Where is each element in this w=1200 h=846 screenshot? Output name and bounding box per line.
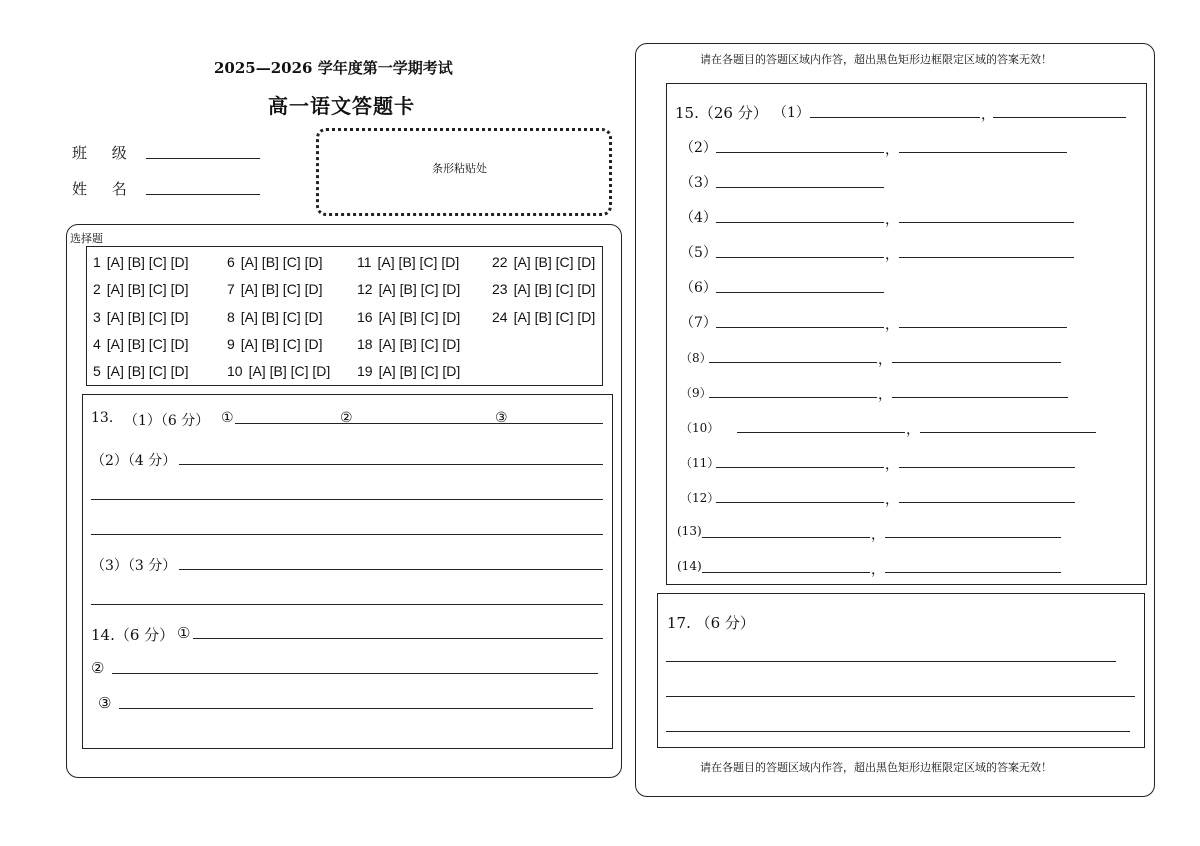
q15-answer-line-10a[interactable] <box>737 432 905 433</box>
q14-answer-line-2[interactable] <box>112 673 598 674</box>
q14-label: 14.（6 分） <box>91 626 175 644</box>
q15-answer-line-7b[interactable] <box>899 327 1067 328</box>
q15-answer-line-2b[interactable] <box>899 152 1067 153</box>
choice-options[interactable]: [A] [B] [C] [D] <box>513 254 596 270</box>
q13-circle-3: ③ <box>495 410 508 426</box>
q13-answer-line-2[interactable] <box>179 464 603 465</box>
q14-circle-2: ② <box>91 659 105 677</box>
q17-label: 17. （6 分） <box>667 614 755 632</box>
choice-number: 3 <box>93 309 101 325</box>
barcode-area <box>316 128 612 216</box>
choice-number: 10 <box>227 363 243 379</box>
q15-answer-line-2a[interactable] <box>716 152 884 153</box>
choice-item-22[interactable] <box>492 254 595 270</box>
q15-answer-line-13b[interactable] <box>885 537 1061 538</box>
choice-item-6[interactable] <box>227 254 322 270</box>
choice-options[interactable]: [A] [B] [C] [D] <box>513 309 596 325</box>
q13-answer-line-6[interactable] <box>91 604 603 605</box>
q15-answer-line-6a[interactable] <box>716 292 884 293</box>
q15-answer-line-13a[interactable] <box>702 537 870 538</box>
barcode-label: 条形粘贴处 <box>432 162 487 175</box>
choice-options[interactable]: [A] [B] [C] [D] <box>106 281 189 297</box>
choice-options[interactable]: [A] [B] [C] [D] <box>513 281 596 297</box>
q14-answer-line-1[interactable] <box>193 638 603 639</box>
choice-number: 7 <box>227 281 235 297</box>
q13-circle-1: ① <box>221 410 234 426</box>
q13-circle-2: ② <box>340 410 353 426</box>
q13-number: 13. <box>91 410 114 426</box>
q15-answer-line-11a[interactable] <box>716 467 884 468</box>
q15-part-label-7: （7） <box>680 315 717 331</box>
choice-number: 5 <box>93 363 101 379</box>
choice-options[interactable]: [A] [B] [C] [D] <box>106 254 189 270</box>
choice-number: 18 <box>357 336 373 352</box>
choice-options[interactable]: [A] [B] [C] [D] <box>106 309 189 325</box>
choice-item-16[interactable] <box>357 309 460 325</box>
choice-number: 2 <box>93 281 101 297</box>
choice-number: 19 <box>357 363 373 379</box>
q15-part-label-14: (14) <box>677 559 702 573</box>
q15-answer-line-1b[interactable] <box>993 117 1126 118</box>
q13-answer-line-1[interactable] <box>235 423 603 424</box>
choice-item-10[interactable] <box>227 363 330 379</box>
choice-options[interactable]: [A] [B] [C] [D] <box>240 281 323 297</box>
choice-options[interactable]: [A] [B] [C] [D] <box>378 363 461 379</box>
choice-item-19[interactable] <box>357 363 460 379</box>
class-field[interactable] <box>146 158 260 159</box>
card-title: 高一语文答题卡 <box>268 94 415 118</box>
class-label: 班 级 <box>72 144 127 162</box>
choice-options[interactable]: [A] [B] [C] [D] <box>378 281 461 297</box>
q15-part-label-11: （11） <box>680 456 720 470</box>
q13-part2-label: （2）（4 分） <box>91 453 177 469</box>
choice-number: 8 <box>227 309 235 325</box>
q15-part-label-1: （1） <box>773 105 810 121</box>
choice-item-23[interactable] <box>492 281 595 297</box>
q13-part1-label: （1）（6 分） <box>124 413 210 429</box>
q15-comma-10: ， <box>906 422 920 438</box>
choice-item-11[interactable] <box>357 254 459 270</box>
q15-answer-line-9b[interactable] <box>892 397 1068 398</box>
choice-item-8[interactable] <box>227 309 322 325</box>
choice-item-3[interactable] <box>93 309 188 325</box>
name-field[interactable] <box>146 194 260 195</box>
choice-options[interactable]: [A] [B] [C] [D] <box>106 336 189 352</box>
warning-bottom: 请在各题目的答题区域内作答，超出黑色矩形边框限定区域的答案无效！ <box>700 761 1052 774</box>
choice-options[interactable]: [A] [B] [C] [D] <box>248 363 331 379</box>
q15-answer-line-7a[interactable] <box>716 327 884 328</box>
choice-item-24[interactable] <box>492 309 595 325</box>
choice-options[interactable]: [A] [B] [C] [D] <box>106 363 189 379</box>
q15-comma-7: ， <box>885 317 899 333</box>
q15-part-label-10: （10） <box>680 421 720 435</box>
q15-answer-line-14a[interactable] <box>702 572 870 573</box>
choice-options[interactable]: [A] [B] [C] [D] <box>378 309 461 325</box>
choice-number: 16 <box>357 309 373 325</box>
q17-answer-line-3[interactable] <box>666 731 1130 732</box>
q15-part-label-5: （5） <box>680 245 717 261</box>
q15-label: 15.（26 分） <box>675 104 768 122</box>
choice-item-7[interactable] <box>227 281 322 297</box>
q15-comma-13: ， <box>871 527 885 543</box>
choice-options[interactable]: [A] [B] [C] [D] <box>240 254 323 270</box>
q15-comma-12: ， <box>885 492 899 508</box>
choice-number: 22 <box>492 254 508 270</box>
q14-answer-line-3[interactable] <box>119 708 593 709</box>
q15-answer-line-1a[interactable] <box>810 117 980 118</box>
choice-options[interactable]: [A] [B] [C] [D] <box>240 336 323 352</box>
choice-item-4[interactable] <box>93 336 188 352</box>
choice-number: 11 <box>357 254 372 270</box>
q15-comma-5: ， <box>885 247 899 263</box>
q15-comma-4: ， <box>885 212 899 228</box>
q15-comma-2: ， <box>885 142 899 158</box>
q15-comma-8: ， <box>878 352 892 368</box>
q15-comma-9: ， <box>878 387 892 403</box>
choice-item-18[interactable] <box>357 336 460 352</box>
q15-answer-line-5a[interactable] <box>716 257 884 258</box>
choice-number: 6 <box>227 254 235 270</box>
q13-answer-line-5[interactable] <box>179 569 603 570</box>
q15-part-label-2: （2） <box>680 140 717 156</box>
q15-answer-line-14b[interactable] <box>885 572 1061 573</box>
q15-comma-14: ， <box>871 562 885 578</box>
q14-circle-3: ③ <box>98 694 112 712</box>
q15-part-label-4: （4） <box>680 210 717 226</box>
q14-circle-1: ① <box>177 624 191 642</box>
q15-answer-line-3a[interactable] <box>716 187 884 188</box>
q15-answer-line-11b[interactable] <box>899 467 1075 468</box>
q13-answer-line-4[interactable] <box>91 534 603 535</box>
choice-number: 4 <box>93 336 101 352</box>
q15-part-label-13: (13) <box>677 524 702 538</box>
choice-section-label: 选择题 <box>70 232 103 245</box>
q15-answer-line-8a[interactable] <box>709 362 877 363</box>
q15-answer-line-4b[interactable] <box>899 222 1074 223</box>
q17-answer-line-1[interactable] <box>666 661 1116 662</box>
choice-item-9[interactable] <box>227 336 322 352</box>
choice-number: 23 <box>492 281 508 297</box>
q15-part-label-6: （6） <box>680 280 717 296</box>
q17-answer-line-2[interactable] <box>666 696 1135 697</box>
q15-answer-line-10b[interactable] <box>920 432 1096 433</box>
q15-comma-11: ， <box>885 457 899 473</box>
choice-item-2[interactable] <box>93 281 188 297</box>
choice-options[interactable]: [A] [B] [C] [D] <box>378 336 461 352</box>
choice-number: 24 <box>492 309 508 325</box>
choice-number: 1 <box>93 254 101 270</box>
choice-options[interactable]: [A] [B] [C] [D] <box>377 254 460 270</box>
q15-answer-line-8b[interactable] <box>892 362 1061 363</box>
q13-part3-label: （3）（3 分） <box>91 558 177 574</box>
q15-answer-line-12b[interactable] <box>899 502 1075 503</box>
exam-title: 2025—2026 学年度第一学期考试 <box>214 59 453 77</box>
choice-item-5[interactable] <box>93 363 188 379</box>
choice-options[interactable]: [A] [B] [C] [D] <box>240 309 323 325</box>
q15-part-label-12: （12） <box>680 491 720 505</box>
q15-answer-line-4a[interactable] <box>716 222 884 223</box>
q15-box <box>666 83 1147 585</box>
q13-answer-line-3[interactable] <box>91 499 603 500</box>
q15-answer-line-9a[interactable] <box>709 397 877 398</box>
choice-item-1[interactable] <box>93 254 188 270</box>
q15-comma-1: ， <box>981 107 995 123</box>
choice-number: 9 <box>227 336 235 352</box>
q15-part-label-9: （9） <box>680 386 712 400</box>
q15-answer-line-5b[interactable] <box>899 257 1074 258</box>
q15-answer-line-12a[interactable] <box>716 502 884 503</box>
choice-item-12[interactable] <box>357 281 460 297</box>
q15-part-label-8: （8） <box>680 351 712 365</box>
q15-part-label-3: （3） <box>680 175 717 191</box>
warning-top: 请在各题目的答题区域内作答，超出黑色矩形边框限定区域的答案无效！ <box>700 53 1052 66</box>
name-label: 姓 名 <box>72 180 127 198</box>
choice-number: 12 <box>357 281 373 297</box>
